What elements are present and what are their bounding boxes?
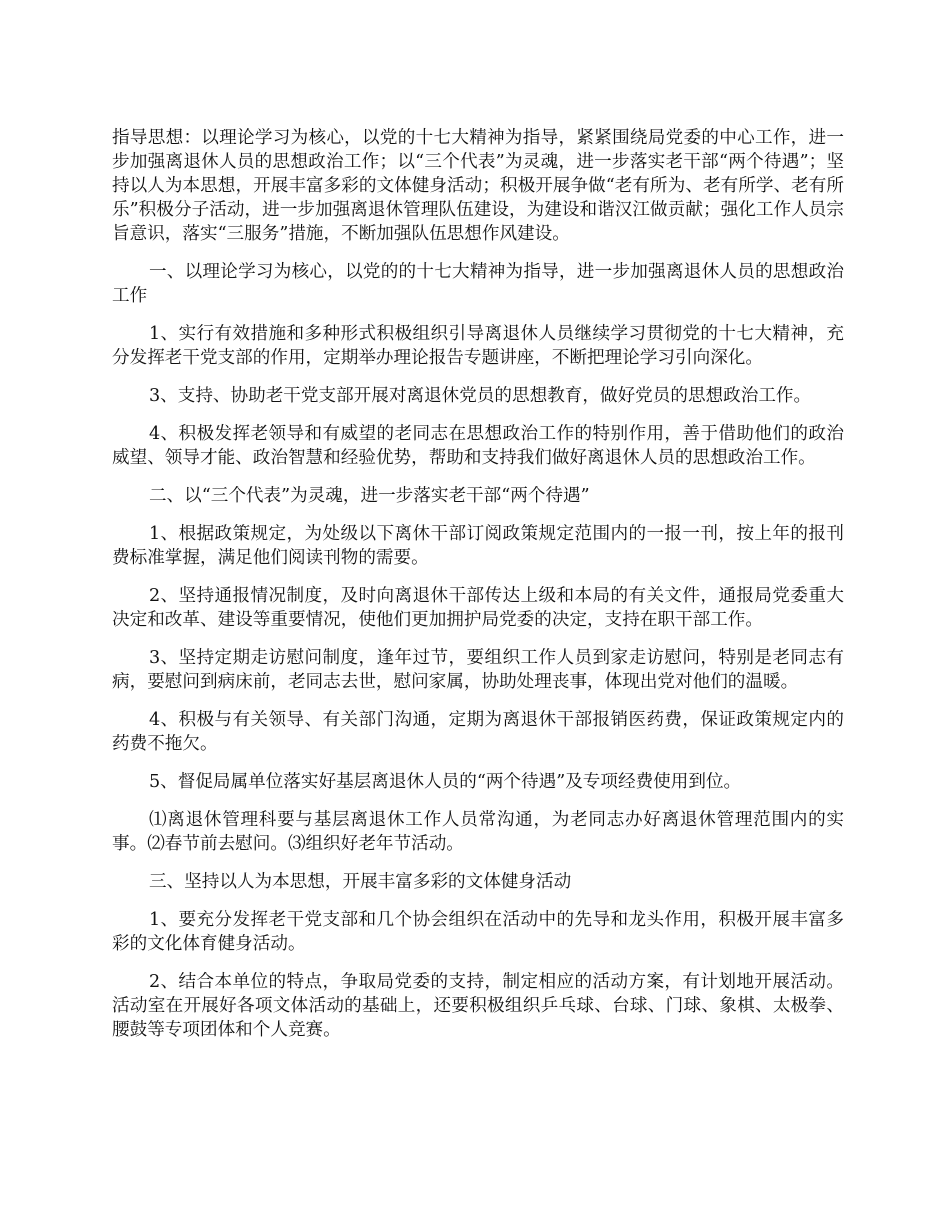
- section-1-item-1: 1、实行有效措施和多种形式积极组织引导离退休人员继续学习贯彻党的十七大精神，充分发挥老干党支部的作用，定期举办理论报告专题讲座，不断把理论学习引向深化。: [112, 324, 844, 368]
- section-2-subitems: ⑴离退休管理科要与基层离退休工作人员常沟通，为老同志办好离退休管理范围内的实事。⑵春节前去慰问。⑶组织好老年节活动。: [112, 810, 844, 854]
- section-3-item-2: 2、结合本单位的特点，争取局党委的支持，制定相应的活动方案，有计划地开展活动。活动室在开展好各项文体活动的基础上，还要积极组织乒乓球、台球、门球、象棋、太极拳、腰鼓等专项团体和个人竞赛。: [112, 972, 844, 1040]
- section-heading-3: 三、坚持以人为本思想，开展丰富多彩的文体健身活动: [148, 872, 572, 892]
- document-page: [112, 126, 844, 1056]
- section-2-item-1: 1、根据政策规定，为处级以下离休干部订阅政策规定范围内的一报一刊，按上年的报刊费标准掌握，满足他们阅读刊物的需要。: [112, 524, 844, 568]
- section-1-item-3: 3、支持、协助老干党支部开展对离退休党员的思想教育，做好党员的思想政治工作。: [148, 386, 812, 406]
- section-2-item-2: 2、坚持通报情况制度，及时向离退休干部传达上级和本局的有关文件，通报局党委重大决定和改革、建设等重要情况，使他们更加拥护局党委的决定，支持在职干部工作。: [112, 586, 844, 630]
- section-heading-1: 一、以理论学习为核心，以党的的十七大精神为指导，进一步加强离退休人员的思想政治工作: [112, 262, 844, 306]
- section-2-item-5: 5、督促局属单位落实好基层离退休人员的“两个待遇”及专项经费使用到位。: [148, 772, 742, 792]
- section-heading-2: 二、以“三个代表”为灵魂，进一步落实老干部“两个待遇”: [148, 486, 590, 506]
- guiding-ideology-paragraph: 指导思想：以理论学习为核心，以党的十七大精神为指导，紧紧围绕局党委的中心工作，进一步加强离退休人员的思想政治工作；以“三个代表”为灵魂，进一步落实老干部“两个待遇”；坚持以人为本思想，开展丰富多彩的文体健身活动；积极开展争做“老有所为、老有所学、老有所乐”积极分子活动，进一步加强离退休管理队伍建设，为建设和谐汉江做贡献；强化工作人员宗旨意识，落实“三服务”措施，不断加强队伍思想作风建设。: [112, 128, 844, 244]
- section-3-item-1: 1、要充分发挥老干党支部和几个协会组织在活动中的先导和龙头作用，积极开展丰富多彩的文化体育健身活动。: [112, 910, 844, 954]
- section-2-item-3: 3、坚持定期走访慰问制度，逢年过节，要组织工作人员到家走访慰问，特别是老同志有病，要慰问到病床前，老同志去世，慰问家属，协助处理丧事，体现出党对他们的温暖。: [112, 648, 844, 692]
- section-1-item-4: 4、积极发挥老领导和有威望的老同志在思想政治工作的特别作用，善于借助他们的政治威望、领导才能、政治智慧和经验优势，帮助和支持我们做好离退休人员的思想政治工作。: [112, 424, 844, 468]
- section-2-item-4: 4、积极与有关领导、有关部门沟通，定期为离退休干部报销医药费，保证政策规定内的药费不拖欠。: [112, 710, 844, 754]
